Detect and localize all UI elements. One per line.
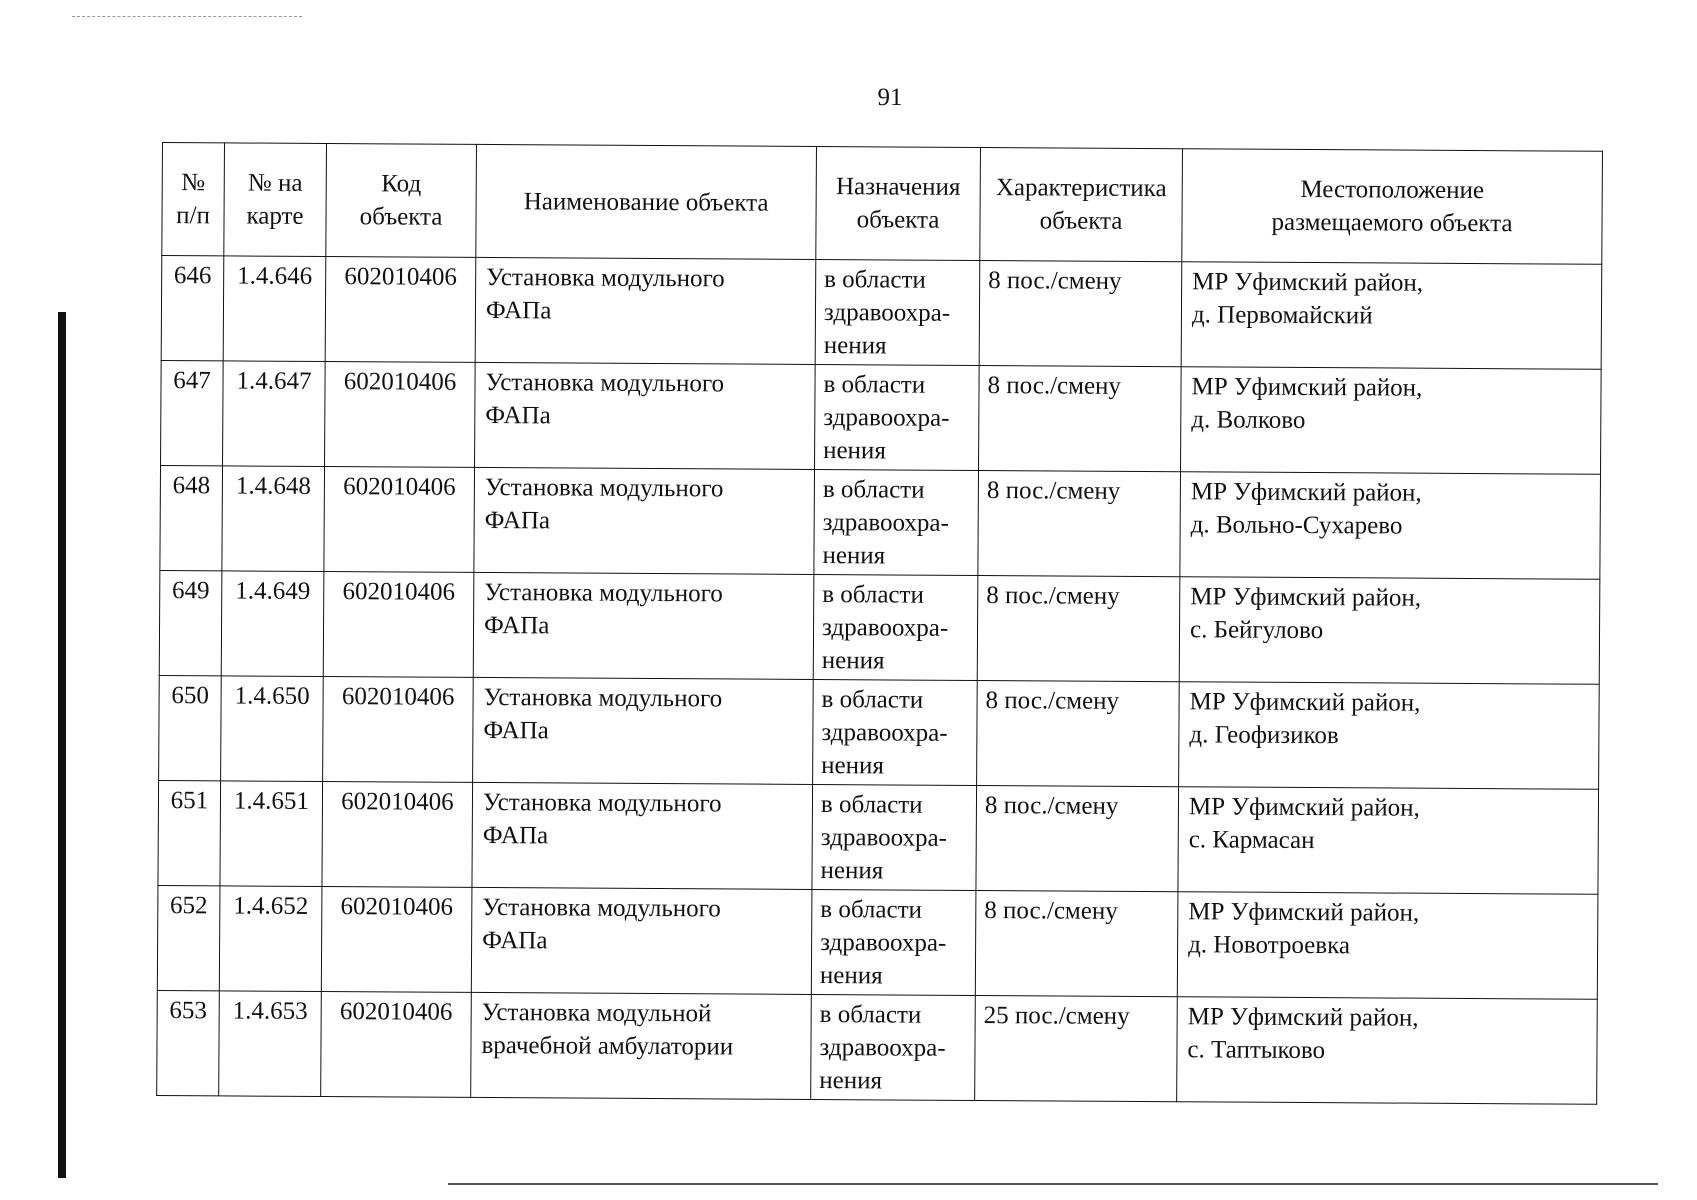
cell-object-code: 602010406 [325,257,476,363]
cell-object-name [471,887,812,994]
cell-num: 647 [161,360,224,465]
cell-object-characteristic: 8 пос./смену [979,260,1182,366]
cell-object-name-line: врачебной амбулатории [481,1031,734,1061]
cell-object-location [1179,577,1600,685]
scan-artifact-bottom-line [448,1183,1658,1185]
objects-table-wrapper [156,142,1602,1105]
cell-object-name-line: ФАПа [485,296,552,325]
cell-map-number: 1.4.648 [222,466,325,572]
cell-object-characteristic: 8 пос./смену [978,470,1181,576]
cell-num: 650 [159,675,222,780]
cell-object-location-line: д. Первомайский [1191,301,1373,330]
cell-object-location-line: МР Уфимский район, [1190,478,1422,507]
cell-object-location-line: МР Уфимский район, [1187,1003,1419,1032]
scan-artifact-left-bar [58,312,66,1178]
header-map-number: № на карте [224,143,327,257]
cell-object-name-line: ФАПа [485,401,551,430]
cell-object-purpose [812,784,977,890]
cell-object-location-line: с. Кармасан [1188,826,1315,855]
cell-object-code: 602010406 [321,886,472,992]
cell-object-purpose-line: в области [819,1001,922,1029]
cell-object-location-line: д. Вольно-Сухарево [1190,511,1403,540]
cell-map-number: 1.4.647 [223,361,326,467]
cell-object-name-line: ФАПа [482,926,548,955]
header-object-purpose: Назначения объекта [816,146,981,260]
table-row [160,465,1601,579]
cell-object-purpose-line: здравоохра- [821,614,949,642]
table-row [157,990,1598,1104]
cell-object-purpose [815,259,980,365]
cell-object-code: 602010406 [325,362,476,468]
table-header-row [162,143,1603,265]
table-row [159,570,1600,684]
cell-object-purpose-line: нения [820,857,884,885]
cell-object-purpose-line: здравоохра- [819,1034,946,1062]
cell-object-name-line: Установка модульной [481,998,712,1028]
cell-object-location-line: с. Бейгулово [1189,616,1324,645]
cell-num: 652 [157,885,220,990]
cell-num: 648 [160,465,223,570]
cell-object-purpose [811,994,976,1100]
cell-object-name-line: Установка модульного [482,893,721,923]
cell-object-location [1177,997,1598,1105]
table-row [159,675,1600,789]
cell-object-characteristic: 8 пос./смену [975,890,1178,996]
cell-object-name [472,782,813,889]
page-number: 91 [877,84,903,111]
cell-object-location-line: МР Уфимский район, [1191,373,1423,402]
table-row [158,780,1599,894]
cell-object-location-line: д. Новотроевка [1188,931,1351,960]
cell-object-purpose-line: здравоохра- [823,404,950,432]
cell-object-characteristic: 25 пос./смену [975,995,1178,1101]
cell-object-purpose-line: в области [820,896,923,924]
cell-object-location [1177,892,1598,1000]
cell-object-purpose-line: нения [819,962,883,990]
cell-object-characteristic: 8 пос./смену [979,365,1182,471]
cell-object-purpose-line: нения [822,542,886,570]
cell-object-name-line: ФАПа [483,716,549,745]
header-object-code: Код объекта [326,144,477,258]
cell-map-number: 1.4.649 [221,571,324,677]
cell-num: 646 [161,256,224,361]
scan-artifact-top-line [72,16,302,18]
cell-map-number: 1.4.653 [219,991,322,1097]
cell-object-code: 602010406 [322,781,473,887]
cell-object-name [474,467,815,574]
cell-object-name-line: Установка модульного [482,788,722,818]
objects-table [156,142,1603,1105]
cell-object-purpose-line: здравоохра- [821,719,948,747]
table-row [161,360,1602,474]
cell-object-purpose-line: здравоохра- [820,929,947,957]
cell-object-purpose-line: здравоохра- [823,299,951,327]
cell-object-location-line: МР Уфимский район, [1188,793,1420,822]
cell-map-number: 1.4.646 [223,256,326,362]
cell-object-purpose [811,889,976,995]
cell-num: 651 [158,780,221,885]
cell-object-purpose [815,364,980,470]
cell-object-name [471,992,812,1099]
cell-object-name [475,362,816,469]
cell-object-name [473,677,814,784]
cell-object-characteristic: 8 пос./смену [977,680,1180,786]
cell-object-location-line: д. Волково [1191,406,1306,434]
cell-object-name-line: ФАПа [482,821,549,850]
cell-map-number: 1.4.651 [220,781,323,887]
cell-object-code: 602010406 [321,991,472,1097]
cell-object-purpose-line: в области [820,791,923,819]
header-num: № п/п [162,143,225,256]
cell-object-characteristic: 8 пос./смену [976,785,1179,891]
cell-object-purpose-line: нения [823,437,886,465]
cell-object-purpose-line: в области [822,476,925,504]
cell-object-purpose-line: здравоохра- [822,509,949,537]
cell-object-name-line: Установка модульного [483,683,723,713]
table-row [161,256,1602,370]
table-body [157,256,1602,1105]
table-row [157,885,1598,999]
cell-object-location [1178,787,1599,895]
cell-object-location-line: МР Уфимский район, [1190,583,1422,612]
cell-object-name-line: Установка модульного [486,263,725,293]
cell-object-name-line: Установка модульного [484,473,724,503]
cell-object-purpose [814,469,979,575]
cell-object-purpose-line: нения [821,752,885,780]
cell-object-purpose-line: здравоохра- [820,824,948,852]
cell-object-location-line: МР Уфимский район, [1189,688,1421,717]
cell-object-purpose-line: в области [822,581,924,609]
cell-object-purpose-line: нения [823,332,887,360]
cell-num: 653 [157,990,220,1095]
cell-object-code: 602010406 [323,676,474,782]
cell-object-purpose-line: в области [824,266,926,294]
cell-object-location-line: МР Уфимский район, [1192,268,1424,297]
cell-object-location [1179,682,1600,790]
header-object-characteristic: Характеристика объекта [980,147,1183,261]
cell-object-purpose [813,679,978,785]
cell-object-name [475,257,816,364]
cell-num: 649 [159,570,222,675]
header-object-location: Местоположение размещаемого объекта [1182,149,1603,265]
cell-object-location [1181,262,1602,370]
cell-object-name [473,572,814,679]
cell-object-name-line: ФАПа [483,611,550,640]
cell-map-number: 1.4.652 [219,886,322,992]
cell-object-purpose-line: в области [823,371,926,399]
header-object-name: Наименование объекта [476,144,817,259]
cell-object-code: 602010406 [323,571,474,677]
cell-object-purpose-line: нения [821,647,885,675]
cell-map-number: 1.4.650 [221,676,324,782]
cell-object-purpose-line: в области [821,686,924,714]
cell-object-name-line: Установка модульного [485,368,725,398]
cell-object-location-line: МР Уфимский район, [1188,898,1420,927]
cell-object-characteristic: 8 пос./смену [977,575,1180,681]
cell-object-purpose [813,574,978,680]
cell-object-location-line: д. Геофизиков [1189,721,1339,750]
cell-object-name-line: ФАПа [484,506,551,535]
cell-object-purpose-line: нения [819,1067,883,1095]
cell-object-location [1181,367,1602,475]
cell-object-location-line: с. Таптыково [1187,1036,1326,1065]
cell-object-name-line: Установка модульного [484,578,723,608]
cell-object-code: 602010406 [324,466,475,572]
cell-object-location [1180,472,1601,580]
